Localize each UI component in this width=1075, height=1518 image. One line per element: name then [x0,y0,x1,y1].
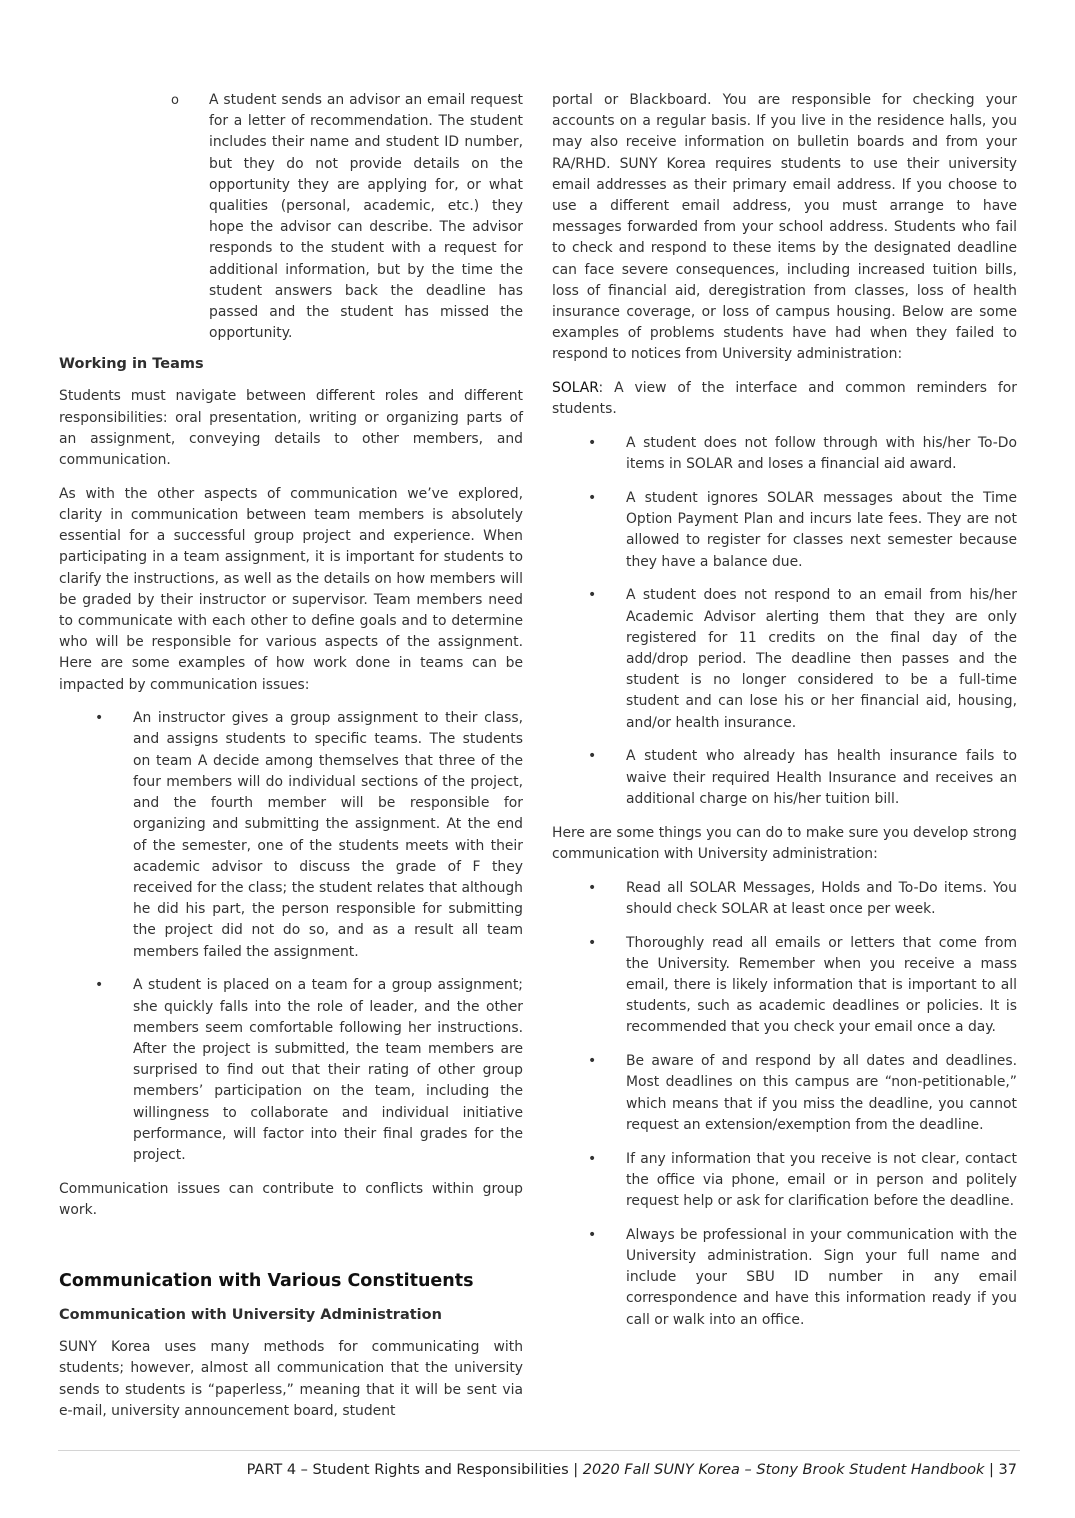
page-number: 37 [998,1462,1017,1478]
left-column [59,90,523,1434]
paragraph-paperless: SUNY Korea uses many methods for communicating with students; however, almost all communication that the university sends to students is “paperless,” meaning that it will be sent via e-mail, university announcement board, student [59,1339,523,1419]
tip-text: Always be professional in your communication with the University administration. Sign your full name and include your SBU ID number in any email correspondence and have this information ready if you call or walk into an office. [626,1226,1017,1328]
bullet-icon: • [588,748,597,765]
solar-label: SOLAR [552,380,599,397]
paragraph-clarity: As with the other aspects of communication we’ve explored, clarity in communication between team members is absolutely essential for a successful group project and experience. When participating in a team assignment, it is important for students to clarify the instructions, as well as the details on how members will be graded by their instructor or supervisor. Team members need to communicate with each other to define goals and to determine who will be responsible for various aspects of the assignment. Here are some examples of how work done in teams can be impacted by communication issues: [59,485,523,693]
footer-separator: | [984,1462,999,1478]
team-example-text: An instructor gives a group assignment to their class, and assigns students to specific teams. The students on team A decide among themselves that three of the four members will do individual sections of the project, and the fourth member will be responsible for organizing and submitting the assignment. At the end of the semester, one of the students meets with their academic advisor to discuss the grade of F they received for the class; the student relates that although he did his part, the person responsible for submitting the project did not do so, and as a result all team members failed the assignment. [133,710,523,960]
solar-example-text: A student does not respond to an email from his/her Academic Advisor alerting them that they are only registered for 11 credits on the final day of the add/drop period. The deadline then passes and the student is no longer considered to be a full-time student and can lose his or her financial aid, housing, and/or health insurance. [626,587,1017,731]
list-item [588,488,1017,573]
paragraph-portal: portal or Blackboard. You are responsible for checking your accounts on a regular basis. If you live in the residence halls, you may also receive information on bulletin boards and from your RA/RHD. SUNY Korea requires students to use their university email addresses as their primary email address. If you choose to use a different email address, you must arrange to have messages forwarded from your school address. Students who fail to check and respond to these items by the designated deadline can face severe consequences, including increased tuition bills, loss of financial aid, deregistration from classes, loss of health insurance coverage, or loss of campus housing. Below are some examples of problems students have had when they failed to respond to notices from University administration: [552,92,1017,363]
bullet-icon: • [95,710,104,727]
list-item [95,708,523,962]
paragraph-solar [552,378,1017,420]
circle-bullet-icon: o [171,93,179,108]
bullet-icon: • [588,1226,597,1243]
bullet-icon: • [588,587,597,604]
list-item [588,1225,1017,1331]
tip-text: Be aware of and respond by all dates and deadlines. Most deadlines on this campus are “non-petitionable,” which means that if you miss the deadline, you cannot request an extension/exemption from the deadline. [626,1053,1017,1133]
solar-example-text: A student who already has health insurance fails to waive their required Health Insurance and receives an additional charge on his/her tuition bill. [626,748,1017,807]
list-item [588,933,1017,1039]
recommendation-example-text: A student sends an advisor an email request for a letter of recommendation. The student includes their name and student ID number, but they do not provide details on the opportunity they are applying for, or what qualities (personal, academic, etc.) they hope the advisor can describe. The advisor responds to the student with a request for additional information, but by the time the student answers back the deadline has passed and the student has missed the opportunity. [209,92,523,342]
solar-description: : A view of the interface and common reminders for students. [552,380,1017,418]
footer-part-label: PART 4 – Student Rights and Responsibilities [246,1462,569,1478]
footer-divider [58,1450,1020,1451]
paragraph-conflicts: Communication issues can contribute to conflicts within group work. [59,1180,523,1218]
heading-university-administration: Communication with University Administration [59,1307,442,1324]
bullet-icon: • [588,879,597,896]
tip-text: Thoroughly read all emails or letters that come from the University. Remember when you receive a mass email, there is likely information that is important to all students, such as academic deadlines or policies. It is recommended that you check your email once a day. [626,934,1017,1036]
solar-example-text: A student does not follow through with his/her To-Do items in SOLAR and loses a financial aid award. [626,435,1017,473]
bullet-icon: • [588,934,597,951]
solar-example-text: A student ignores SOLAR messages about the Time Option Payment Plan and incurs late fees. They are not allowed to register for classes next semester because they have a balance due. [626,490,1017,570]
footer-separator: | [568,1462,583,1478]
tip-text: Read all SOLAR Messages, Holds and To-Do items. You should check SOLAR at least once per week. [626,879,1017,917]
heading-communication-constituents: Communication with Various Constituents [59,1271,474,1292]
list-item [588,585,1017,733]
right-column [552,90,1017,1343]
list-item [588,878,1017,920]
bullet-icon: • [588,1053,597,1070]
sub-list-item [171,90,523,344]
bullet-icon: • [588,490,597,507]
footer-handbook-title: 2020 Fall SUNY Korea – Stony Brook Student Handbook [582,1462,985,1478]
paragraph-roles: Students must navigate between different roles and different responsibilities: oral presentation, writing or organizing parts of an assignment, conveying details to other members, and communication. [59,388,523,469]
list-item [588,1149,1017,1213]
team-example-text: A student is placed on a team for a group assignment; she quickly falls into the role of leader, and the other members seem comfortable following her instructions. After the project is submitted, the team members are surprised to find out that their rating of other group members’ participation on the team, including the willingness to collaborate and individual initiative performance, will factor into their final grades for the project. [133,977,523,1163]
heading-working-in-teams: Working in Teams [59,356,204,373]
list-item [95,975,523,1166]
bullet-icon: • [588,435,597,452]
list-item [588,433,1017,475]
paragraph-things: Here are some things you can do to make sure you develop strong communication with University administration: [552,824,1017,862]
list-item [588,1051,1017,1136]
page-footer [247,1460,1017,1480]
list-item [588,746,1017,810]
tip-text: If any information that you receive is not clear, contact the office via phone, email or in person and politely request help or ask for clarification before the deadline. [626,1150,1017,1209]
bullet-icon: • [95,977,104,994]
bullet-icon: • [588,1150,597,1167]
